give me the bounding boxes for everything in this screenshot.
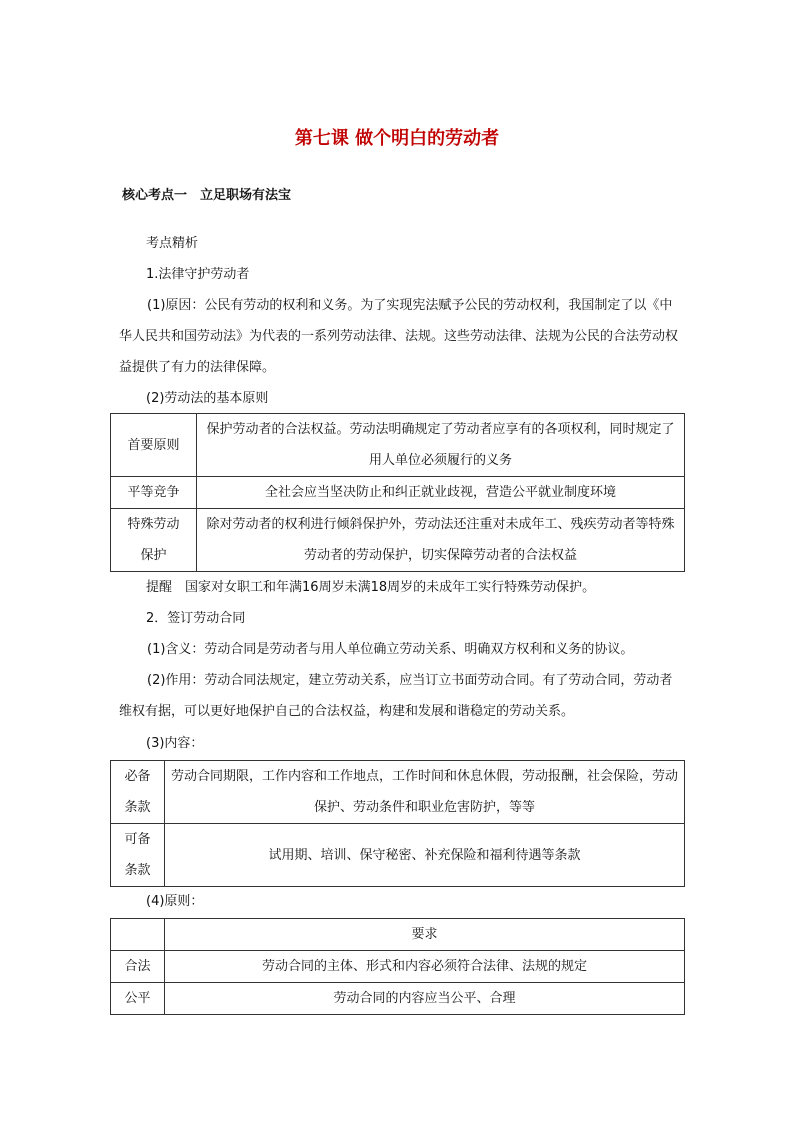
function-paragraph: (2)作用：劳动合同法规定，建立劳动关系，应当订立书面劳动合同。有了劳动合同，劳动者维权有据，可以更好地保护自己的合法权益，构建和发展和谐稳定的劳动关系。 [119,673,673,719]
reason-paragraph: (1)原因：公民有劳动的权利和义务。为了实现宪法赋予公民的劳动权利，我国制定了以《中华人民共和国劳动法》为代表的一系列劳动法律、法规。这些劳动法律、法规为公民的合法劳动权益提供了有力的法律保障。 [119,298,679,375]
reminder-line [146,572,686,603]
table-row [111,824,685,887]
table-empty-cell [111,919,165,951]
table-label-cell: 首要原则 [111,414,197,477]
table-text-cell: 劳动合同的内容应当公平、合理 [165,983,685,1015]
principles-table [110,413,685,572]
table-row [111,414,685,477]
table-row [111,983,685,1015]
table-label-cell: 特殊劳动保护 [111,509,197,572]
table-text-cell: 试用期、培训、保守秘密、补充保险和福利待遇等条款 [165,824,685,887]
section-heading: 核心考点一 立足职场有法宝 [122,188,292,203]
principles-heading-2: (4)原则： [146,894,204,909]
reminder-text: 国家对女职工和年满16周岁未满18周岁的未成年工实行特殊劳动保护。 [185,580,596,595]
contract-content-table [110,760,685,887]
table-header-cell: 要求 [165,919,685,951]
table-text-cell: 劳动合同的主体、形式和内容必须符合法律、法规的规定 [165,951,685,983]
table-label-cell: 可备条款 [111,824,165,887]
table-label-cell: 合法 [111,951,165,983]
content-heading: (3)内容： [146,736,204,751]
table-row [111,761,685,824]
table-text-cell: 除对劳动者的权利进行倾斜保护外，劳动法还注重对未成年工、残疾劳动者等特殊劳动者的劳动保护，切实保障劳动者的合法权益 [197,509,685,572]
table-text-cell: 保护劳动者的合法权益。劳动法明确规定了劳动者应享有的各项权利，同时规定了用人单位必须履行的义务 [197,414,685,477]
table-text-cell: 劳动合同期限，工作内容和工作地点，工作时间和休息休假，劳动报酬，社会保险，劳动保护、劳动条件和职业危害防护，等等 [165,761,685,824]
table-text-cell: 全社会应当坚决防止和纠正就业歧视，营造公平就业制度环境 [197,477,685,509]
table-row [111,951,685,983]
subsection-2-heading: 2．签订劳动合同 [146,611,246,626]
principles-heading: (2)劳动法的基本原则 [146,391,269,406]
definition-paragraph: (1)含义：劳动合同是劳动者与用人单位确立劳动关系、明确双方权利和义务的协议。 [147,642,634,657]
contract-principles-table [110,918,685,1015]
table-label-cell: 公平 [111,983,165,1015]
subsection-1-heading: 1.法律守护劳动者 [146,267,250,282]
table-row [111,477,685,509]
table-label-cell: 平等竞争 [111,477,197,509]
table-header-row [111,919,685,951]
table-row [111,509,685,572]
page-title: 第七课 做个明白的劳动者 [294,128,500,149]
table-label-cell: 必备条款 [111,761,165,824]
reminder-label: 提醒 [146,580,173,595]
kaodian-label: 考点精析 [146,236,199,251]
